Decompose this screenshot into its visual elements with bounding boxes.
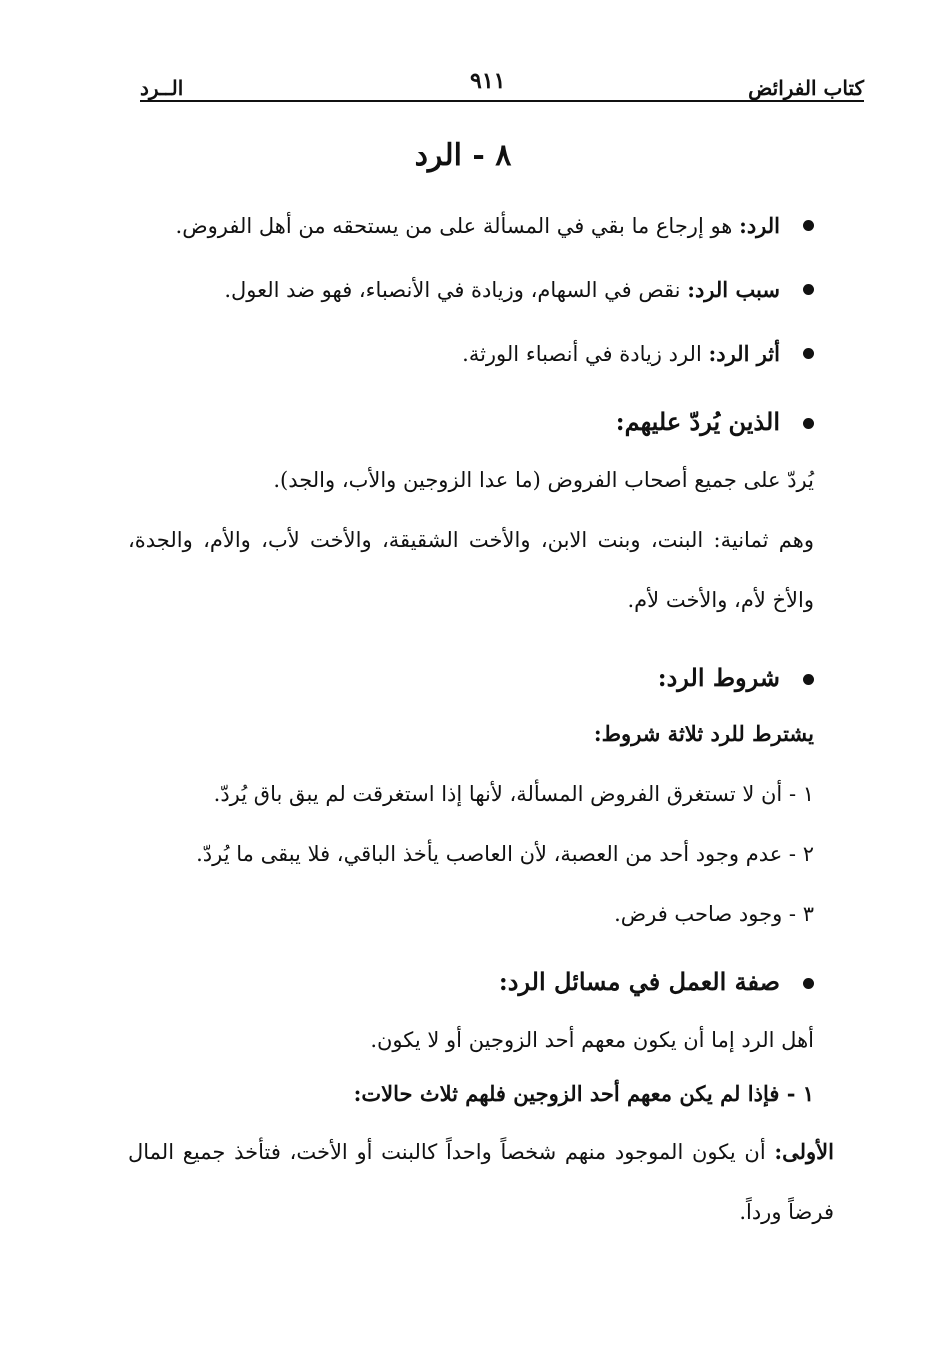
conditions-heading-text: شروط الرد: bbox=[657, 663, 780, 692]
effect-text: الرد زيادة في أنصباء الورثة. bbox=[462, 342, 709, 366]
effect-item bbox=[128, 338, 814, 370]
bullet-icon bbox=[803, 978, 814, 989]
cause-text: نقص في السهام، وزيادة في الأنصباء، فهو ضد العول. bbox=[224, 278, 688, 302]
recipients-line-2: وهم ثمانية: البنت، وبنت الابن، والأخت الشقيقة، والأخت لأب، والأم، والجدة، والأخ لأم، والأخت لأم. bbox=[128, 528, 814, 612]
bullet-icon bbox=[803, 418, 814, 429]
first-case-label: الأولى: bbox=[774, 1139, 834, 1164]
chapter-name: الــرد bbox=[140, 76, 184, 100]
definition-label: الرد: bbox=[739, 213, 780, 238]
condition-item: ١ - أن لا تستغرق الفروض المسألة، لأنها إذا استغرقت لم يبق باق يُردّ. bbox=[213, 782, 814, 806]
running-header bbox=[140, 68, 864, 102]
header-rule bbox=[140, 100, 864, 102]
first-case-text: أن يكون الموجود منهم شخصاً واحداً كالبنت أو الأخت، فتأخذ جميع المال فرضاً ورداً. bbox=[128, 1140, 834, 1224]
conditions-heading bbox=[128, 662, 814, 694]
recipients-heading bbox=[128, 406, 814, 438]
method-intro: أهل الرد إما أن يكون معهم أحد الزوجين أو لا يكون. bbox=[370, 1028, 814, 1052]
page-number: ٩١١ bbox=[470, 68, 506, 94]
definition-text: هو إرجاع ما بقي في المسألة على من يستحقه من أهل الفروض. bbox=[175, 214, 740, 238]
condition-item: ٢ - عدم وجود أحد من العصبة، لأن العاصب يأخذ الباقي، فلا يبقى ما يُردّ. bbox=[196, 842, 814, 866]
cause-item bbox=[128, 274, 814, 306]
method-heading bbox=[128, 966, 814, 998]
condition-item: ٣ - وجود صاحب فرض. bbox=[614, 902, 814, 926]
bullet-icon bbox=[803, 348, 814, 359]
bullet-icon bbox=[803, 674, 814, 685]
method-heading-text: صفة العمل في مسائل الرد: bbox=[498, 967, 780, 996]
recipients-line-1: يُردّ على جميع أصحاب الفروض (ما عدا الزوجين والأب، والجد). bbox=[273, 468, 814, 492]
effect-label: أثر الرد: bbox=[708, 341, 780, 366]
bullet-icon bbox=[803, 284, 814, 295]
bullet-icon bbox=[803, 220, 814, 231]
section-body bbox=[128, 200, 834, 1242]
method-case-1: ١ - فإذا لم يكن معهم أحد الزوجين فلهم ثلاث حالات: bbox=[353, 1081, 814, 1106]
recipients-heading-text: الذين يُردّ عليهم: bbox=[615, 407, 780, 436]
definition-item bbox=[128, 210, 814, 242]
section-title: ٨ - الرد bbox=[414, 138, 512, 173]
method-first-case bbox=[128, 1122, 834, 1242]
conditions-intro: يشترط للرد ثلاثة شروط: bbox=[593, 721, 814, 746]
book-title: كتاب الفرائض bbox=[748, 76, 864, 100]
cause-label: سبب الرد: bbox=[687, 277, 780, 302]
